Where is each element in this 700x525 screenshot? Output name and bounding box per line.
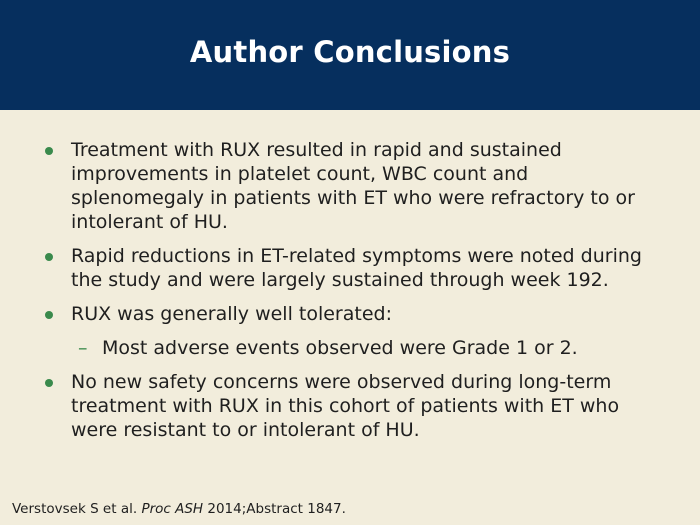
bullet-dot-icon <box>45 147 53 155</box>
bullet-text: No new safety concerns were observed during long-term treatment with RUX in this cohort of patients with ET who were resistant to or intolerant of HU. <box>71 371 620 441</box>
bullet-item <box>44 244 664 292</box>
bullet-item <box>44 302 664 326</box>
bullet-text: Treatment with RUX resulted in rapid and sustained improvements in platelet count, WBC count and splenomegaly in patients with ET who were refractory to or intolerant of HU. <box>71 139 635 233</box>
bullet-text: RUX was generally well tolerated: <box>71 303 392 325</box>
dash-marker: – <box>78 337 88 359</box>
citation <box>12 501 346 517</box>
sub-bullet-item <box>44 336 664 360</box>
bullet-item <box>44 370 664 442</box>
citation-authors: Verstovsek S et al. <box>12 501 138 517</box>
citation-details: 2014;Abstract 1847. <box>207 501 346 517</box>
bullet-dot-icon <box>45 253 53 261</box>
citation-journal: Proc ASH <box>141 501 204 517</box>
bullet-item <box>44 138 664 234</box>
title-bar <box>0 0 700 110</box>
slide-title: Author Conclusions <box>189 35 511 69</box>
bullet-dot-icon <box>45 379 53 387</box>
bullet-dot-icon <box>45 311 53 319</box>
bullet-list <box>44 138 664 452</box>
bullet-text: Rapid reductions in ET-related symptoms were noted during the study and were largely sustained through week 192. <box>71 245 642 291</box>
sub-bullet-text: Most adverse events observed were Grade 1 or 2. <box>102 337 578 359</box>
